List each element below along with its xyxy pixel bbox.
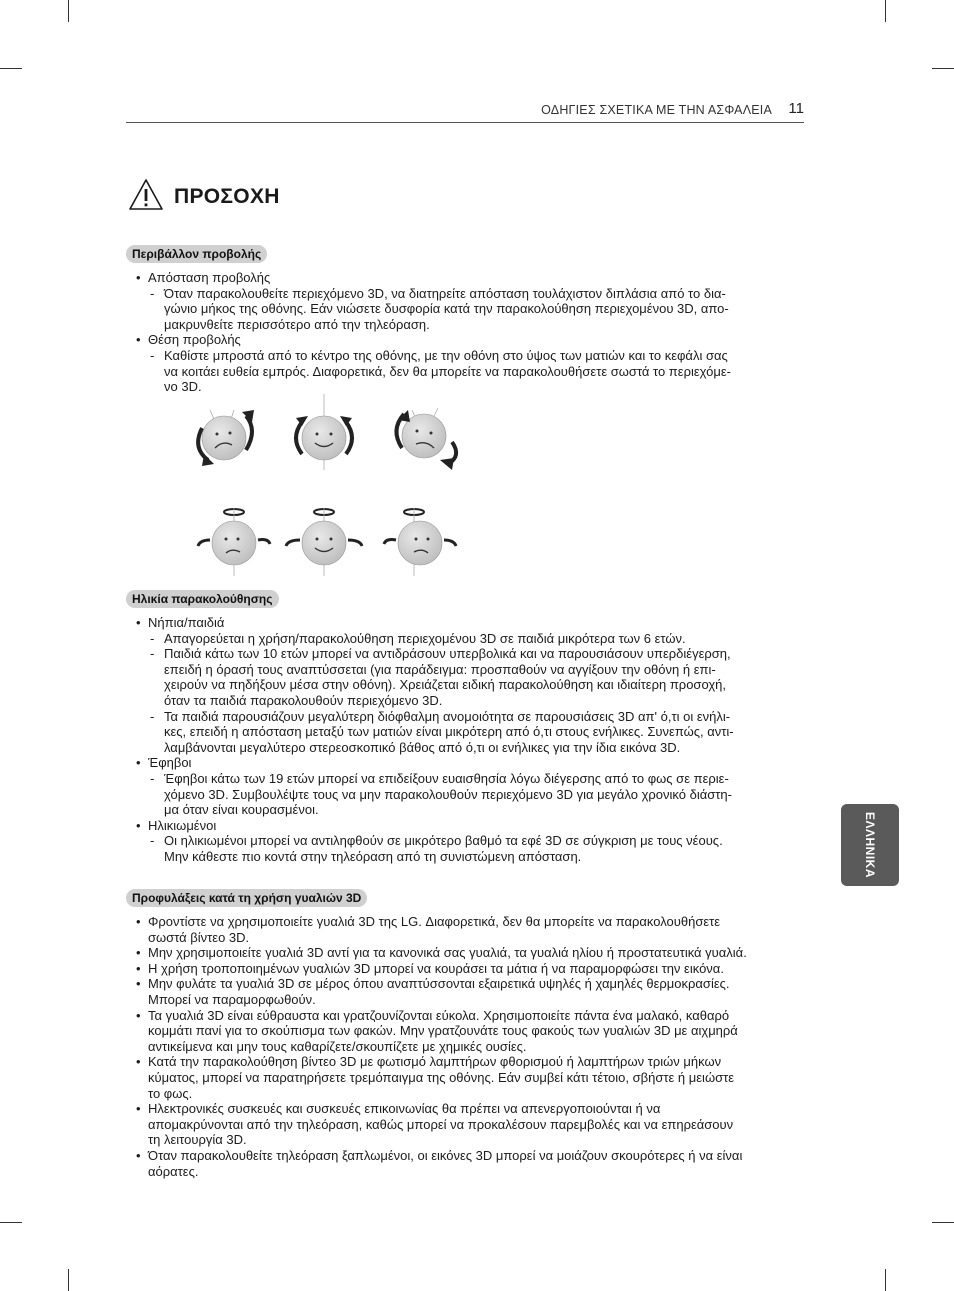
text-line: Μπορεί να παραμορφωθούν. xyxy=(148,991,316,1007)
bullet-title: • Ηλικιωμένοι xyxy=(126,818,816,834)
text-line: λαμβάνονται μεγαλύτερο στερεοσκοπικό βάθος από ό,τι οι ενήλικες για την ίδια εικόνα 3D. xyxy=(164,739,681,755)
text-line: - Απαγορεύεται η χρήση/παρακολούθηση περιεχομένου 3D σε παιδιά μικρότερα των 6 ετών. xyxy=(164,630,686,646)
crop-mark xyxy=(0,1222,22,1223)
warning-icon xyxy=(128,178,164,211)
dash-item xyxy=(126,833,816,864)
text-line: κύματος, μπορεί να παρατηρήσετε τρεμόπαιγμα της οθόνης. Εάν συμβεί κάτι τέτοιο, σβήστε ή μειώστε xyxy=(148,1069,735,1085)
text-line: χειρούν να πηδήξουν μέσα στην οθόνη). Χρειάζεται ειδική παρακολούθηση και ιδιαίτερη προσοχή, xyxy=(164,677,726,693)
list-item xyxy=(126,976,826,1007)
text-line: αντικείμενα και μην τους καθαρίζετε/σκουπίζετε με χημικές ουσίες. xyxy=(148,1038,527,1054)
text-line: αόρατες. xyxy=(148,1163,199,1179)
text-line: • Τα γυαλιά 3D είναι εύθραυστα και γρατζουνίζονται εύκολα. Χρησιμοποιείτε πάντα ένα μαλακό, καθαρό xyxy=(148,1007,730,1023)
bullet-title: • Θέση προβολής xyxy=(126,332,816,348)
text-line: • Μην φυλάτε τα γυαλιά 3D σε μέρος όπου αναπτύσσονται εξαιρετικά υψηλές ή χαμηλές θερμοκρασίες. xyxy=(148,976,730,992)
dash-item xyxy=(126,646,816,708)
viewing-age-body xyxy=(126,615,816,865)
crop-mark xyxy=(885,1269,886,1291)
dash-item xyxy=(126,286,816,333)
language-tab xyxy=(841,804,899,886)
text-line: να κοιτάει ευθεία εμπρός. Διαφορετικά, δεν θα μπορείτε να παρακολουθήσετε σωστά το περιεχόμε- xyxy=(164,363,731,379)
list-item xyxy=(126,1148,826,1179)
text-line: - Παιδιά κάτω των 10 ετών μπορεί να αντιδράσουν υπερβολικά και να παρουσιάσουν υπερδιέγερση, xyxy=(164,646,731,662)
list-item xyxy=(126,1054,826,1101)
text-line: • Μην χρησιμοποιείτε γυαλιά 3D αντί για τα κανονικά σας γυαλιά, τα γυαλιά ηλίου ή προστατευτικά γυαλιά. xyxy=(148,945,747,961)
text-line: - Έφηβοι κάτω των 19 ετών μπορεί να επιδείξουν ευαισθησία λόγω διέγερσης από το φως σε περιε- xyxy=(164,770,729,786)
text-line: όταν τα παιδιά παρακολουθούν περιεχόμενο 3D. xyxy=(164,692,443,708)
viewing-position-illustration xyxy=(190,390,480,585)
language-tab-label: ΕΛΛΗΝΙΚΑ xyxy=(863,811,877,879)
bullet-title: • Απόσταση προβολής xyxy=(126,270,816,286)
page-number: 11 xyxy=(788,100,804,117)
dash-item xyxy=(126,771,816,818)
list-item xyxy=(126,961,826,977)
text-line: - Τα παιδιά παρουσιάζουν μεγαλύτερη διόφθαλμη ανομοιότητα σε παρουσιάσεις 3D απ' ό,τι οι ενήλι- xyxy=(164,708,731,724)
section-label-viewing-environment: Περιβάλλον προβολής xyxy=(126,245,267,263)
dash-item xyxy=(126,631,816,647)
crop-mark xyxy=(932,68,954,69)
tilted-head-right-sad-face xyxy=(396,408,456,470)
dash-item xyxy=(126,348,816,395)
text-line: τη λειτουργία 3D. xyxy=(148,1132,247,1148)
crop-mark xyxy=(68,1269,69,1291)
text-line: - Καθίστε μπροστά από το κέντρο της οθόνης, με την οθόνη στο ύψος των ματιών και το κεφάλι σας xyxy=(164,347,728,363)
list-item xyxy=(126,914,826,945)
crop-mark xyxy=(885,0,886,22)
glasses-body xyxy=(126,914,826,1179)
text-line: σωστά βίντεο 3D. xyxy=(148,929,250,945)
text-line: • Κατά την παρακολούθηση βίντεο 3D με φωτισμό λαμπτήρων φθορισμού ή λαμπτήρων τριών μήκων xyxy=(148,1054,722,1070)
page-header xyxy=(126,100,804,123)
text-line: - Όταν παρακολουθείτε περιεχόμενο 3D, να διατηρείτε απόσταση τουλάχιστον διπλάσια από το δια- xyxy=(164,285,726,301)
text-line: • Η χρήση τροποποιημένων γυαλιών 3D μπορεί να κουράσει τα μάτια ή να παραμορφώσει την εικόνα. xyxy=(148,960,724,976)
list-item xyxy=(126,945,826,961)
facing-forward-happy-face xyxy=(286,508,362,576)
list-item xyxy=(126,1008,826,1055)
text-line: μακρυνθείτε περισσότερο από την τηλεόραση. xyxy=(164,316,430,332)
text-line: χόμενο 3D. Συμβουλέψτε τους να μην παρακολουθούν περιεχόμενο 3D για μεγάλο χρονικό διάστη- xyxy=(164,786,732,802)
text-line: επειδή η όρασή τους αναπτύσσεται (για παράδειγμα: προσπαθούν να αγγίξουν την οθόνη ή επι- xyxy=(164,661,716,677)
viewing-environment-body xyxy=(126,270,816,395)
caution-heading xyxy=(128,174,280,214)
text-line: • Φροντίστε να χρησιμοποιείτε γυαλιά 3D της LG. Διαφορετικά, δεν θα μπορείτε να παρακολουθήσετε xyxy=(148,914,721,929)
text-line: κες, επειδή η απόσταση μεταξύ των ματιών είναι μικρότερη από ό,τι στους ενήλικες. Συνεπώς, αντι- xyxy=(164,724,734,740)
text-line: γώνιο μήκος της οθόνης. Εάν νιώσετε δυσφορία κατά την παρακολούθηση περιεχομένου 3D, απο- xyxy=(164,301,729,317)
turned-head-left-sad-face xyxy=(198,508,270,576)
bullet-title: • Νήπια/παιδιά xyxy=(126,615,816,631)
bullet-title: • Έφηβοι xyxy=(126,755,816,771)
text-line: Μην κάθεστε πιο κοντά στην τηλεόραση από τη συνιστώμενη απόσταση. xyxy=(164,848,582,864)
dash-item xyxy=(126,709,816,756)
text-line: κομμάτι πανί για το σκούπισμα των φακών. Μην γρατζουνάτε τους φακούς των γυαλιών 3D με αιχμηρά xyxy=(148,1023,738,1039)
upright-head-happy-face xyxy=(296,394,352,470)
text-line: μα όταν είναι κουρασμένοι. xyxy=(164,802,319,818)
tilted-head-left-sad-face xyxy=(198,410,254,466)
list-item xyxy=(126,1101,826,1148)
section-label-viewing-age: Ηλικία παρακολούθησης xyxy=(126,590,279,608)
crop-mark xyxy=(0,68,22,69)
crop-mark xyxy=(68,0,69,22)
text-line: - Οι ηλικιωμένοι μπορεί να αντιληφθούν σε μικρότερο βαθμό τα εφέ 3D σε σύγκριση με τους νέους. xyxy=(164,833,723,849)
crop-mark xyxy=(932,1222,954,1223)
section-label-glasses: Προφυλάξεις κατά τη χρήση γυαλιών 3D xyxy=(126,889,367,907)
text-line: νο 3D. xyxy=(164,379,202,395)
text-line: • Ηλεκτρονικές συσκευές και συσκευές επικοινωνίας θα πρέπει να απενεργοποιούνται ή να xyxy=(148,1101,661,1117)
turned-head-right-sad-face xyxy=(384,508,456,576)
text-line: • Όταν παρακολουθείτε τηλεόραση ξαπλωμένοι, οι εικόνες 3D μπορεί να μοιάζουν σκουρότερες ή να είναι xyxy=(148,1147,743,1163)
text-line: το φως. xyxy=(148,1085,193,1101)
caution-title: ΠΡΟΣΟΧΗ xyxy=(174,185,280,208)
header-section-title: ΟΔΗΓΙΕΣ ΣΧΕΤΙΚΑ ΜΕ ΤΗΝ ΑΣΦΑΛΕΙΑ xyxy=(541,103,772,117)
text-line: απομακρύνονται από την τηλεόραση, καθώς μπορεί να προκαλέσουν παρεμβολές και να επηρεάσουν xyxy=(148,1116,734,1132)
